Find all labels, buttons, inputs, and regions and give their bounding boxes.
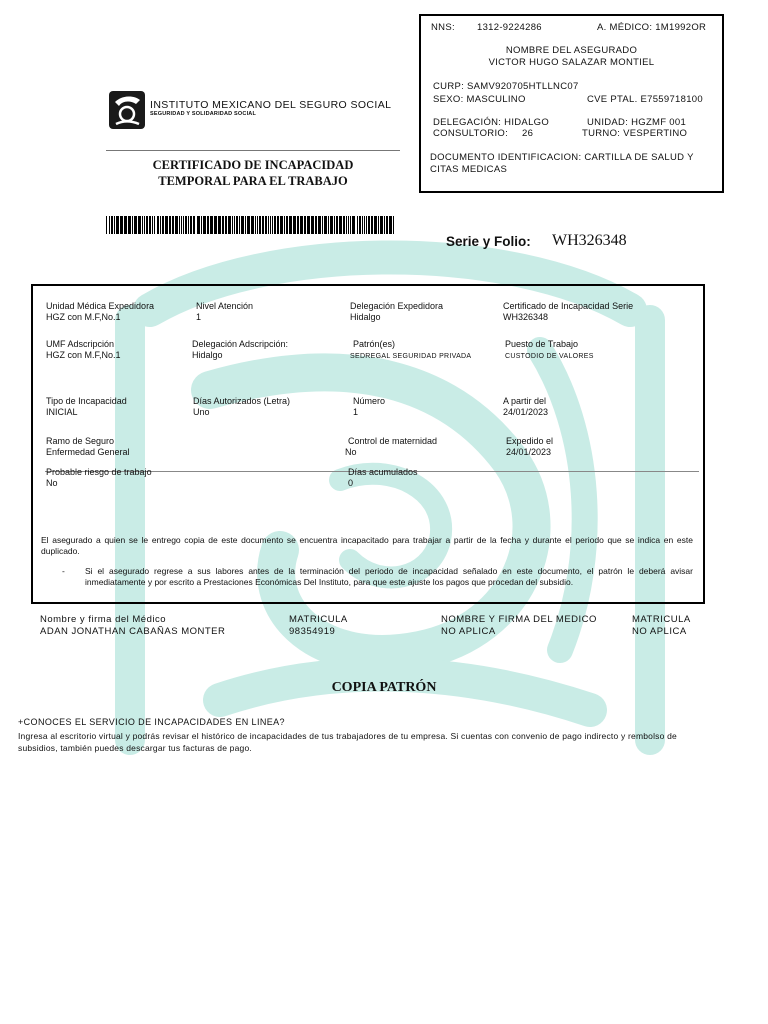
barcode-bar bbox=[160, 216, 161, 234]
field-value: No bbox=[46, 478, 58, 488]
barcode-bar bbox=[132, 216, 133, 234]
matricula-label: MATRICULA bbox=[289, 614, 348, 625]
field-value: Uno bbox=[193, 407, 210, 417]
barcode-bar bbox=[289, 216, 292, 234]
field-delegacion-expedidora bbox=[350, 301, 443, 323]
barcode-bar bbox=[162, 216, 164, 234]
certificate-details-box bbox=[31, 284, 705, 604]
barcode-bar bbox=[165, 216, 168, 234]
barcode-bar bbox=[359, 216, 361, 234]
medico-code: A. MÉDICO: 1M1992OR bbox=[597, 22, 707, 33]
barcode-bar bbox=[214, 216, 217, 234]
field-value: WH326348 bbox=[503, 312, 549, 322]
barcode-bar bbox=[368, 216, 370, 234]
barcode-bar bbox=[262, 216, 264, 234]
copia-patron-title: COPIA PATRÓN bbox=[331, 680, 437, 695]
barcode-bar bbox=[241, 216, 244, 234]
bullet-marker: - bbox=[62, 566, 65, 576]
barcode-bar bbox=[286, 216, 288, 234]
barcode-bar bbox=[149, 216, 151, 234]
barcode-bar bbox=[210, 216, 213, 234]
field-value: 24/01/2023 bbox=[503, 407, 549, 417]
field-label: Unidad Médica Expedidora bbox=[46, 301, 155, 311]
matricula-2 bbox=[632, 614, 691, 638]
field-delegacion-adscripcion bbox=[192, 339, 288, 361]
barcode-bar bbox=[188, 216, 189, 234]
field-puesto-trabajo bbox=[505, 339, 594, 362]
barcode-bar bbox=[328, 216, 329, 234]
barcode-bar bbox=[343, 216, 345, 234]
field-label: UMF Adscripción bbox=[46, 339, 115, 349]
field-patron bbox=[350, 339, 471, 362]
field-label: Tipo de Incapacidad bbox=[46, 396, 127, 406]
barcode-bar bbox=[175, 216, 178, 234]
field-label: Probable riesgo de trabajo bbox=[46, 467, 152, 477]
barcode-bar bbox=[138, 216, 141, 234]
field-expedido bbox=[506, 436, 553, 458]
barcode bbox=[106, 216, 396, 234]
field-label: Delegación Expedidora bbox=[350, 301, 444, 311]
field-label: Número bbox=[353, 396, 386, 406]
barcode-bar bbox=[348, 216, 349, 234]
barcode-bar bbox=[330, 216, 333, 234]
barcode-bar bbox=[185, 216, 187, 234]
field-label: Control de maternidad bbox=[348, 436, 438, 446]
barcode-bar bbox=[366, 216, 367, 234]
field-value: INICIAL bbox=[46, 407, 78, 417]
barcode-bar bbox=[154, 216, 155, 234]
field-label: Nivel Atención bbox=[196, 301, 254, 311]
sexo: SEXO: MASCULINO bbox=[433, 94, 526, 105]
medico2-label: NOMBRE Y FIRMA DEL MEDICO bbox=[441, 614, 597, 625]
barcode-bar bbox=[364, 216, 365, 234]
barcode-bar bbox=[239, 216, 240, 234]
institute-name: INSTITUTO MEXICANO DEL SEGURO SOCIAL bbox=[150, 99, 392, 111]
field-tipo-incapacidad bbox=[46, 396, 127, 418]
field-riesgo-trabajo bbox=[46, 467, 152, 489]
field-value: Hidalgo bbox=[192, 350, 223, 360]
field-dias-autorizados bbox=[193, 396, 290, 418]
barcode-bar bbox=[324, 216, 327, 234]
serie-folio-value: WH326348 bbox=[552, 232, 627, 249]
unidad: UNIDAD: HGZMF 001 bbox=[587, 117, 687, 128]
title-line-2: TEMPORAL PARA EL TRABAJO bbox=[158, 174, 348, 188]
barcode-bar bbox=[378, 216, 379, 234]
notice-bullet: Si el asegurado regrese a sus labores antes de la terminación del periodo de incapacidad señalado en este documento, el patrón le deberá avisar inmediatamente y por escrito a Prestaciones Económicas Del Instituto, para que este ajuste los pagos que procedan del subsidio. bbox=[85, 566, 693, 587]
field-label: Delegación Adscripción: bbox=[192, 339, 289, 349]
field-value: 0 bbox=[348, 478, 354, 488]
divider bbox=[106, 150, 400, 151]
barcode-bar bbox=[374, 216, 377, 234]
nns-label: NNS: bbox=[431, 22, 455, 33]
barcode-bar bbox=[346, 216, 347, 234]
field-certificado-serie bbox=[503, 301, 633, 323]
barcode-bar bbox=[362, 216, 363, 234]
cve-ptal: CVE PTAL. E7559718100 bbox=[587, 94, 703, 105]
barcode-bar bbox=[190, 216, 192, 234]
barcode-bar bbox=[311, 216, 314, 234]
barcode-bar bbox=[259, 216, 261, 234]
matricula-1 bbox=[289, 614, 348, 638]
title-line-1: CERTIFICADO DE INCAPACIDAD bbox=[152, 158, 354, 172]
field-value: 1 bbox=[196, 312, 202, 322]
consultorio-value: 26 bbox=[522, 128, 534, 139]
barcode-bar bbox=[339, 216, 342, 234]
barcode-bar bbox=[304, 216, 306, 234]
barcode-bar bbox=[197, 216, 200, 234]
barcode-bar bbox=[247, 216, 250, 234]
medico-name: ADAN JONATHAN CABAÑAS MONTER bbox=[40, 626, 226, 637]
barcode-bar bbox=[274, 216, 276, 234]
online-service-title: +CONOCES EL SERVICIO DE INCAPACIDADES EN LINEA? bbox=[18, 717, 285, 727]
matricula-value: NO APLICA bbox=[632, 626, 687, 637]
curp: CURP: SAMV920705HTLLNC07 bbox=[433, 81, 579, 92]
barcode-bar bbox=[232, 216, 233, 234]
barcode-bar bbox=[222, 216, 224, 234]
field-label: Ramo de Seguro bbox=[46, 436, 115, 446]
barcode-bar bbox=[270, 216, 271, 234]
barcode-bar bbox=[183, 216, 184, 234]
barcode-bar bbox=[265, 216, 267, 234]
institute-motto: SEGURIDAD Y SOLIDARIDAD SOCIAL bbox=[150, 111, 257, 117]
field-a-partir bbox=[503, 396, 548, 418]
barcode-bar bbox=[234, 216, 235, 234]
barcode-bar bbox=[297, 216, 299, 234]
barcode-bar bbox=[144, 216, 145, 234]
field-ramo-seguro bbox=[46, 436, 130, 458]
documento-identificacion: DOCUMENTO IDENTIFICACION: CARTILLA DE SALUD Y CITAS MEDICAS bbox=[430, 152, 694, 175]
barcode-bar bbox=[116, 216, 119, 234]
barcode-bar bbox=[193, 216, 195, 234]
field-value: HGZ con M.F,No.1 bbox=[46, 312, 121, 322]
barcode-bar bbox=[179, 216, 180, 234]
notice-paragraph: El asegurado a quien se le entrego copia de este documento se encuentra incapacitado para trabajar a partir de la fecha y durante el periodo que se indica en este duplicado. bbox=[41, 535, 693, 556]
medico-signature bbox=[40, 614, 225, 638]
barcode-bar bbox=[152, 216, 153, 234]
barcode-bar bbox=[228, 216, 231, 234]
field-value: No bbox=[345, 447, 357, 457]
asegurado-name: VICTOR HUGO SALAZAR MONTIEL bbox=[488, 57, 655, 68]
barcode-bar bbox=[380, 216, 383, 234]
barcode-bar bbox=[284, 216, 285, 234]
nns-value: 1312-9224286 bbox=[477, 22, 542, 33]
medico2-signature bbox=[441, 614, 597, 638]
barcode-bar bbox=[106, 216, 107, 234]
barcode-bar bbox=[169, 216, 171, 234]
insured-info-box bbox=[419, 14, 724, 193]
field-value: Enfermedad General bbox=[46, 447, 130, 457]
barcode-bar bbox=[371, 216, 373, 234]
barcode-bar bbox=[181, 216, 182, 234]
barcode-bar bbox=[245, 216, 246, 234]
barcode-bar bbox=[146, 216, 148, 234]
barcode-bar bbox=[120, 216, 123, 234]
field-numero bbox=[353, 396, 385, 418]
barcode-bar bbox=[334, 216, 335, 234]
barcode-bar bbox=[393, 216, 394, 234]
field-label: Puesto de Trabajo bbox=[505, 339, 579, 349]
serie-folio-label: Serie y Folio: bbox=[446, 234, 531, 249]
barcode-bar bbox=[251, 216, 254, 234]
barcode-bar bbox=[322, 216, 323, 234]
field-value: SEDREGAL SEGURIDAD PRIVADA bbox=[350, 353, 472, 360]
barcode-bar bbox=[114, 216, 115, 234]
certificate-title bbox=[106, 157, 400, 189]
barcode-bar bbox=[225, 216, 227, 234]
barcode-bar bbox=[300, 216, 303, 234]
barcode-bar bbox=[307, 216, 310, 234]
field-label: Días Autorizados (Letra) bbox=[193, 396, 291, 406]
barcode-bar bbox=[293, 216, 296, 234]
matricula-label: MATRICULA bbox=[632, 614, 691, 625]
barcode-bar bbox=[352, 216, 355, 234]
barcode-bar bbox=[201, 216, 202, 234]
barcode-bar bbox=[157, 216, 159, 234]
barcode-bar bbox=[315, 216, 317, 234]
field-label: A partir del bbox=[503, 396, 547, 406]
barcode-bar bbox=[384, 216, 385, 234]
barcode-bar bbox=[357, 216, 358, 234]
field-label: Expedido el bbox=[506, 436, 554, 446]
field-umf-adscripcion bbox=[46, 339, 121, 361]
asegurado-label: NOMBRE DEL ASEGURADO bbox=[505, 45, 638, 56]
barcode-bar bbox=[124, 216, 127, 234]
barcode-bar bbox=[111, 216, 113, 234]
barcode-bar bbox=[277, 216, 279, 234]
field-nivel-atencion bbox=[196, 301, 253, 323]
imss-eagle-logo-icon bbox=[108, 90, 146, 130]
medico-label: Nombre y firma del Médico bbox=[40, 614, 167, 625]
barcode-bar bbox=[318, 216, 321, 234]
barcode-bar bbox=[272, 216, 273, 234]
field-control-maternidad bbox=[345, 436, 438, 458]
barcode-bar bbox=[257, 216, 258, 234]
barcode-bar bbox=[218, 216, 221, 234]
consultorio-label: CONSULTORIO: bbox=[433, 128, 509, 139]
barcode-bar bbox=[128, 216, 131, 234]
barcode-bar bbox=[109, 216, 110, 234]
delegacion: DELEGACIÓN: HIDALGO bbox=[433, 117, 550, 128]
barcode-bar bbox=[386, 216, 388, 234]
barcode-bar bbox=[142, 216, 143, 234]
field-label: Certificado de Incapacidad Serie bbox=[503, 301, 634, 311]
barcode-bar bbox=[134, 216, 137, 234]
turno: TURNO: VESPERTINO bbox=[582, 128, 688, 139]
barcode-bar bbox=[207, 216, 209, 234]
barcode-bar bbox=[255, 216, 256, 234]
barcode-bar bbox=[203, 216, 206, 234]
barcode-bar bbox=[389, 216, 392, 234]
matricula-value: 98354919 bbox=[289, 626, 336, 637]
barcode-bar bbox=[268, 216, 269, 234]
field-value: CUSTODIO DE VALORES bbox=[505, 353, 594, 360]
field-label: Días acumulados bbox=[348, 467, 418, 477]
online-service-text: Ingresa al escritorio virtual y podrás revisar el histórico de incapacidades de tus trabajadores de tu empresa. Si cuentas con convenio de pago indirecto y rembolso de subsidios, también puedes descargar tus facturas de pago. bbox=[18, 731, 677, 753]
medico2-value: NO APLICA bbox=[441, 626, 496, 637]
field-value: 24/01/2023 bbox=[506, 447, 552, 457]
field-dias-acumulados bbox=[348, 467, 418, 489]
field-value: HGZ con M.F,No.1 bbox=[46, 350, 121, 360]
barcode-bar bbox=[172, 216, 174, 234]
barcode-bar bbox=[280, 216, 283, 234]
barcode-bar bbox=[350, 216, 351, 234]
barcode-bar bbox=[336, 216, 338, 234]
field-value: Hidalgo bbox=[350, 312, 381, 322]
field-unidad-medica bbox=[46, 301, 154, 323]
barcode-bar bbox=[236, 216, 238, 234]
field-value: 1 bbox=[353, 407, 359, 417]
field-label: Patrón(es) bbox=[353, 339, 396, 349]
